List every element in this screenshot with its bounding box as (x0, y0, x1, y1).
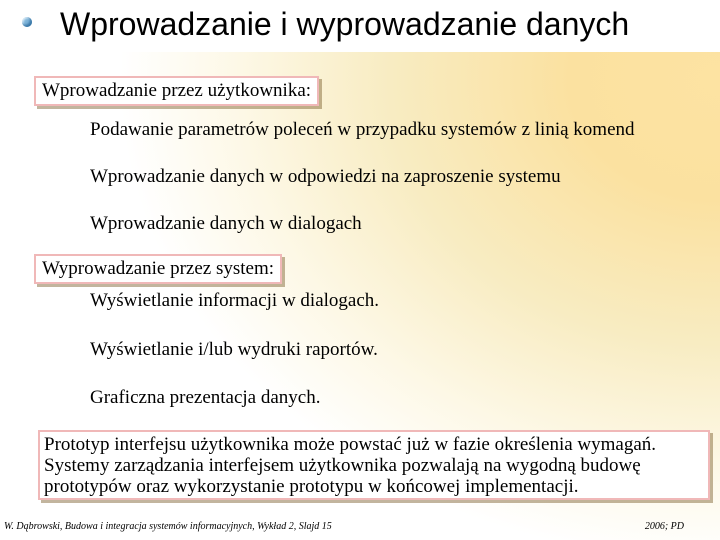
list-item: Wyświetlanie i/lub wydruki raportów. (90, 339, 378, 360)
note-box (38, 430, 710, 500)
note-line: Systemy zarządzania interfejsem użytkownika pozwalają na wygodną budowę (44, 455, 641, 476)
list-item: Graficzna prezentacja danych. (90, 387, 321, 408)
note-line: Prototyp interfejsu użytkownika może powstać już w fazie określenia wymagań. (44, 434, 657, 455)
list-item: Wprowadzanie danych w dialogach (90, 213, 362, 234)
title-bullet-icon (22, 17, 32, 27)
list-item: Wprowadzanie danych w odpowiedzi na zaproszenie systemu (90, 166, 561, 187)
section-label-input: Wprowadzanie przez użytkownika: (34, 76, 319, 106)
title-bar (0, 0, 720, 52)
list-item: Podawanie parametrów poleceń w przypadku systemów z linią komend (90, 119, 635, 140)
note-line: prototypów oraz wykorzystanie prototypu w końcowej implementacji. (44, 476, 579, 497)
list-item: Wyświetlanie informacji w dialogach. (90, 290, 380, 311)
slide-title: Wprowadzanie i wyprowadzanie danych (60, 6, 630, 42)
section-label-output: Wyprowadzanie przez system: (34, 254, 282, 284)
footer-date: 2006; PD (644, 521, 684, 532)
footer-source: W. Dąbrowski, Budowa i integracja systemów informacyjnych, Wykład 2, Slajd 15 (4, 521, 332, 532)
